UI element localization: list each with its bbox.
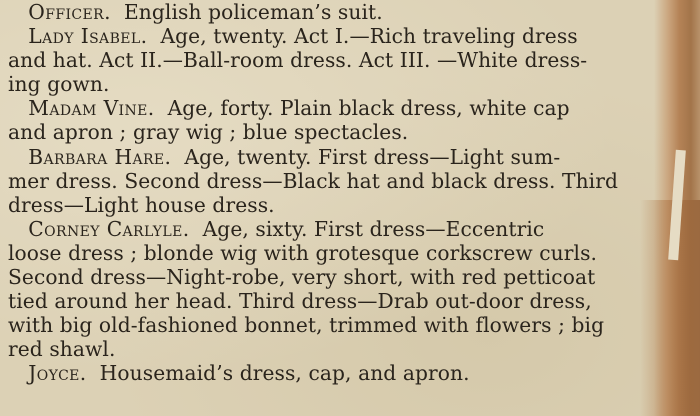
costume-entry-madam-vine (8, 96, 670, 144)
costume-entry-officer (8, 0, 670, 24)
entry-line: mer dress. Second dress—Black hat and black dress. Third (8, 168, 619, 193)
entry-line: with big old-fashioned bonnet, trimmed with flowers ; big (8, 313, 605, 338)
entry-line: tied around her head. Third dress—Drab out-door dress, (8, 289, 592, 314)
entry-line: and apron ; gray wig ; blue spectacles. (8, 120, 409, 145)
entry-line: red shawl. (8, 337, 116, 362)
costume-entry-corney-carlyle (8, 217, 670, 362)
entry-line: Joyce. Housemaid’s dress, cap, and apron. (28, 361, 470, 386)
entry-line: Second dress—Night-robe, very short, with red petticoat (8, 265, 596, 290)
costume-entry-barbara-hare (8, 145, 670, 217)
character-name: Lady Isabel. (28, 24, 148, 49)
costume-entry-joyce (8, 361, 670, 385)
entry-line: Madam Vine. Age, forty. Plain black dress, white cap (28, 96, 570, 121)
character-name: Barbara Hare. (28, 144, 172, 169)
character-name: Officer. (28, 0, 111, 24)
entry-line: Lady Isabel. Age, twenty. Act I.—Rich traveling dress (28, 24, 578, 49)
entry-line: ing gown. (8, 72, 110, 97)
entry-line: dress—Light house dress. (8, 192, 275, 217)
costume-entry-lady-isabel (8, 24, 670, 96)
entry-line: Corney Carlyle. Age, sixty. First dress—Eccentric (28, 216, 545, 241)
entry-line: Officer. English policeman’s suit. (28, 0, 383, 24)
character-name: Corney Carlyle. (28, 216, 190, 241)
entry-line: Barbara Hare. Age, twenty. First dress—Light sum- (28, 144, 561, 169)
entry-line: and hat. Act II.—Ball-room dress. Act III. —White dress- (8, 48, 588, 73)
costume-list (8, 0, 670, 386)
character-name: Joyce. (28, 361, 87, 386)
entry-line: loose dress ; blonde wig with grotesque corkscrew curls. (8, 240, 598, 265)
character-name: Madam Vine. (28, 96, 155, 121)
